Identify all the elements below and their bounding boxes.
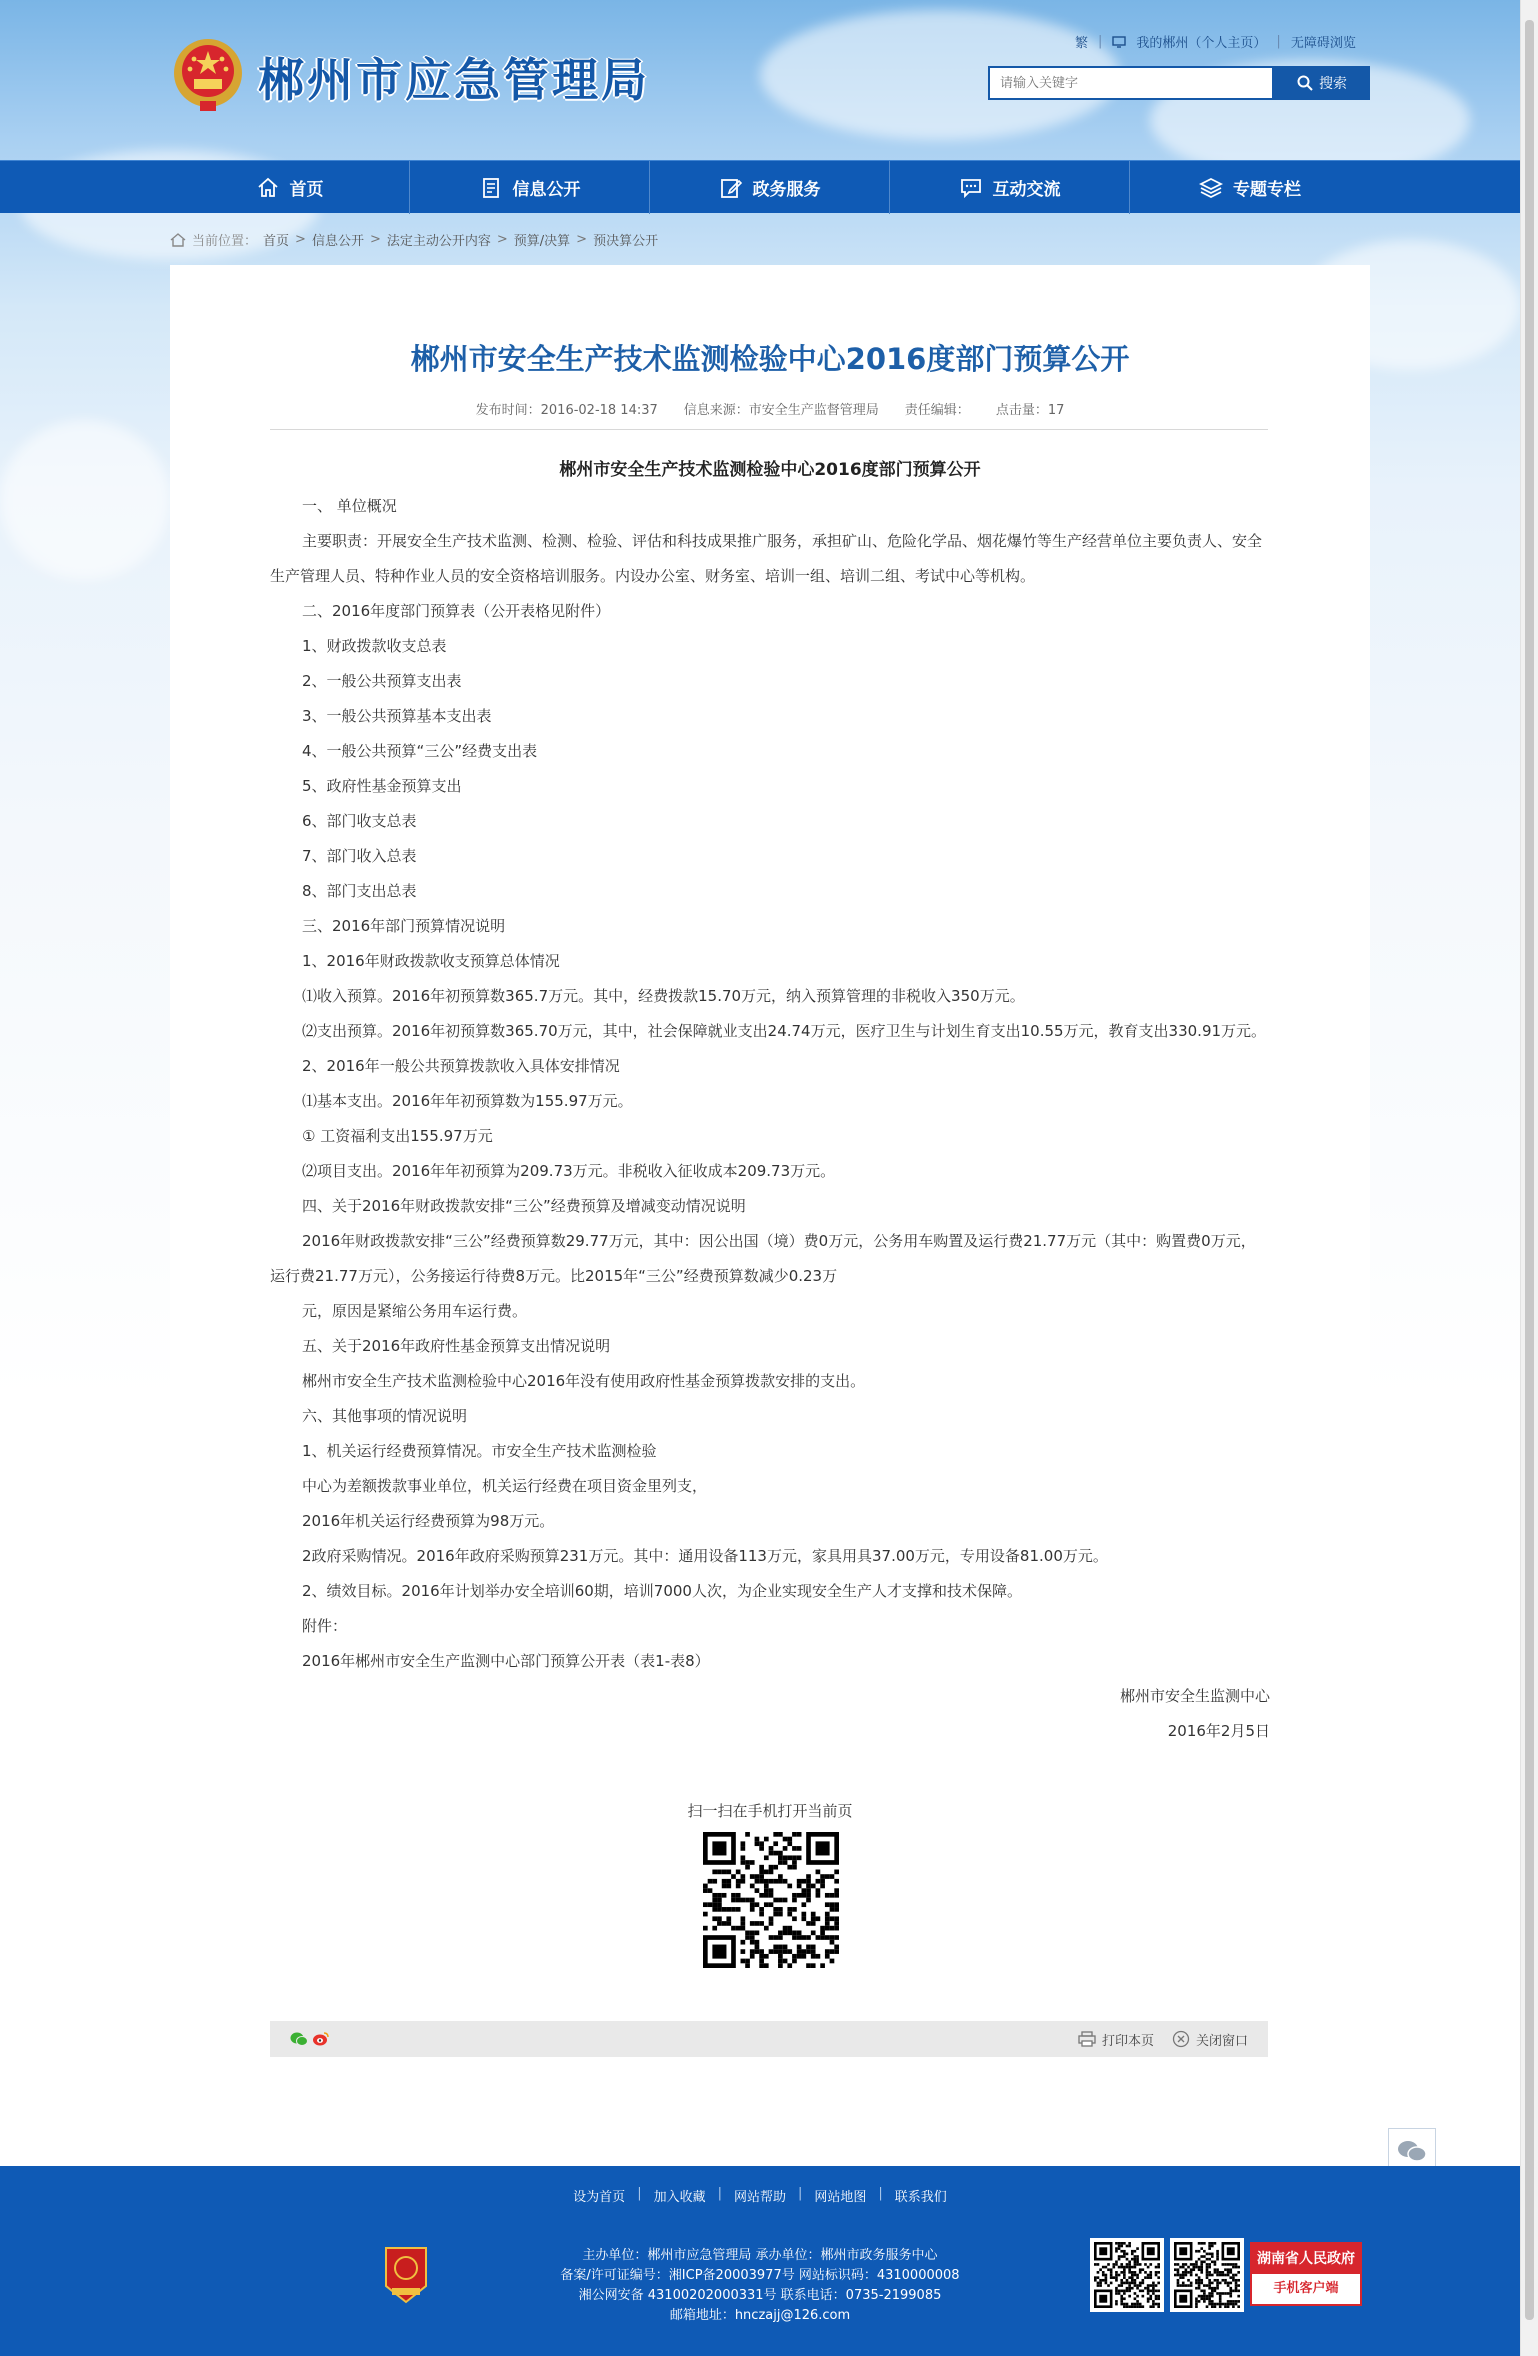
article-paragraph: 中心为差额拨款事业单位，机关运行经费在项目资金里列支， bbox=[302, 1477, 708, 1495]
footer-email: 邮箱地址：hnczajj@126.com bbox=[669, 2308, 851, 2323]
footer-qr-code-icon bbox=[1170, 2238, 1244, 2312]
search-box bbox=[988, 66, 1274, 100]
footer-link-contact[interactable]: 联系我们 bbox=[894, 2190, 947, 2205]
footer-links bbox=[0, 2186, 1520, 2205]
close-label: 关闭窗口 bbox=[1195, 2033, 1248, 2049]
article-paragraph: 5、政府性基金预算支出 bbox=[302, 777, 462, 795]
vertical-scrollbar[interactable] bbox=[1520, 0, 1538, 2356]
nav-item-label: 信息公开 bbox=[512, 180, 581, 200]
article-paragraph: 二、2016年度部门预算表（公开表格见附件） bbox=[302, 602, 611, 620]
article-paragraph: 4、一般公共预算“三公”经费支出表 bbox=[302, 742, 538, 760]
accessibility-link[interactable]: 无障碍浏览 bbox=[1290, 36, 1356, 51]
qr-caption: 扫一扫在手机打开当前页 bbox=[687, 1802, 853, 1820]
article-paragraph: 2、2016年一般公共预算拨款收入具体安排情况 bbox=[302, 1057, 620, 1075]
article-paragraph: ⑵支出预算。2016年初预算数365.70万元，其中，社会保障就业支出24.74万元，医疗卫生与计划生育支出10.55万元，教育支出330.91万元。 bbox=[302, 1022, 1267, 1040]
breadcrumb-item[interactable]: 信息公开 bbox=[311, 234, 364, 249]
publish-date: 发布时间：2016-02-18 14:37 bbox=[475, 403, 658, 418]
footer-qr-code-icon bbox=[1090, 2238, 1164, 2312]
article-meta bbox=[170, 399, 1370, 418]
wechat-icon bbox=[1397, 2138, 1427, 2164]
editor: 责任编辑： bbox=[904, 403, 970, 418]
footer-police-record: 湘公网安备 43100202000331号 联系电话：0735-2199085 bbox=[578, 2288, 942, 2303]
article-paragraph: ⑴收入预算。2016年初预算数365.7万元。其中，经费拨款15.70万元，纳入预算管理的非税收入350万元。 bbox=[302, 987, 1025, 1005]
article-title: 郴州市安全生产技术监测检验中心2016度部门预算公开 bbox=[410, 342, 1130, 376]
divider: | bbox=[637, 2186, 642, 2201]
breadcrumb-separator: > bbox=[369, 232, 381, 247]
nav-item-info-disclosure[interactable] bbox=[410, 161, 650, 214]
article-paragraph: 2016年郴州市安全生产监测中心部门预算公开表（表1-表8） bbox=[302, 1652, 710, 1670]
breadcrumb-prefix: 当前位置： bbox=[192, 234, 258, 249]
article-paragraph: 一、 单位概况 bbox=[302, 497, 397, 515]
article-paragraph: 1、机关运行经费预算情况。市安全生产技术监测检验 bbox=[302, 1442, 657, 1460]
breadcrumb-item[interactable]: 法定主动公开内容 bbox=[386, 234, 491, 249]
info-source: 信息来源：市安全生产监督管理局 bbox=[683, 403, 879, 418]
close-icon bbox=[1172, 2030, 1190, 2048]
close-window-button[interactable] bbox=[1172, 2030, 1248, 2049]
site-header bbox=[0, 0, 1520, 160]
print-label: 打印本页 bbox=[1101, 2033, 1154, 2049]
breadcrumb-separator: > bbox=[576, 232, 588, 247]
search-button-label: 搜索 bbox=[1319, 76, 1347, 92]
monitor-icon bbox=[1112, 36, 1126, 48]
footer-icp: 备案/许可证编号：湘ICP备20003977号 网站标识码：4310000008 bbox=[560, 2268, 960, 2283]
click-count: 点击量：17 bbox=[995, 403, 1065, 418]
article-paragraph: 五、关于2016年政府性基金预算支出情况说明 bbox=[302, 1337, 611, 1355]
article-paragraph: 2016年财政拨款安排“三公”经费预算数29.77万元，其中：因公出国（境）费0万元，公务用车购置及运行费21.77万元（其中：购置费0万元，运行费21.77万元），公务接运行待费8万元。比2015年“三公”经费预算数减少0.23万 bbox=[270, 1232, 1256, 1285]
print-button[interactable] bbox=[1078, 2030, 1154, 2049]
article-paragraph: 附件： bbox=[302, 1617, 348, 1635]
main-nav bbox=[0, 160, 1520, 213]
article-paragraph: 3、一般公共预算基本支出表 bbox=[302, 707, 492, 725]
app-title: 湖南省人民政府 bbox=[1252, 2244, 1360, 2274]
nav-item-label: 互动交流 bbox=[992, 180, 1061, 200]
sign-date: 2016年2月5日 bbox=[1167, 1722, 1270, 1740]
article-paragraph: 三、2016年部门预算情况说明 bbox=[302, 917, 506, 935]
footer-link-favorite[interactable]: 加入收藏 bbox=[653, 2190, 706, 2205]
article-paragraph: 2、一般公共预算支出表 bbox=[302, 672, 462, 690]
article-paragraph: 2016年机关运行经费预算为98万元。 bbox=[302, 1512, 555, 1530]
wechat-icon[interactable] bbox=[290, 2031, 308, 2047]
footer-link-help[interactable]: 网站帮助 bbox=[733, 2190, 786, 2205]
article-paragraph: 1、2016年财政拨款收支预算总体情况 bbox=[302, 952, 560, 970]
nav-item-interaction[interactable] bbox=[890, 161, 1130, 214]
gov-app-link[interactable] bbox=[1250, 2242, 1362, 2306]
national-emblem-icon bbox=[170, 35, 246, 115]
article-paragraph: ⑴基本支出。2016年年初预算数为155.97万元。 bbox=[302, 1092, 633, 1110]
divider: | bbox=[1276, 34, 1281, 49]
share-actions bbox=[1078, 2030, 1248, 2049]
top-links bbox=[1075, 32, 1356, 51]
site-footer bbox=[0, 2166, 1520, 2356]
share-bar bbox=[270, 2021, 1268, 2057]
breadcrumb-item[interactable]: 预决算公开 bbox=[593, 234, 659, 249]
article-paragraph: 2政府采购情况。2016年政府采购预算231万元。其中：通用设备113万元，家具用具37.00万元，专用设备81.00万元。 bbox=[302, 1547, 1108, 1565]
nav-item-gov-service[interactable] bbox=[650, 161, 890, 214]
nav-item-label: 专题专栏 bbox=[1233, 180, 1301, 200]
divider: | bbox=[717, 2186, 722, 2201]
divider: | bbox=[798, 2186, 803, 2201]
signature: 郴州市安全生监测中心 bbox=[1119, 1687, 1270, 1705]
footer-link-sitemap[interactable]: 网站地图 bbox=[814, 2190, 867, 2205]
weibo-icon[interactable] bbox=[312, 2031, 330, 2047]
article-paragraph: 六、其他事项的情况说明 bbox=[302, 1407, 468, 1425]
printer-icon bbox=[1078, 2031, 1096, 2047]
paragraph-list bbox=[270, 489, 1270, 1679]
nav-item-home[interactable] bbox=[170, 161, 410, 214]
home-icon bbox=[170, 233, 186, 247]
search-input[interactable] bbox=[990, 68, 1272, 98]
layers-icon bbox=[1199, 176, 1223, 200]
article-paragraph: ⑵项目支出。2016年年初预算为209.73万元。非税收入征收成本209.73万元。 bbox=[302, 1162, 836, 1180]
breadcrumb-separator: > bbox=[295, 232, 306, 247]
home-icon bbox=[256, 176, 280, 200]
divider bbox=[270, 429, 1268, 430]
divider: | bbox=[878, 2186, 883, 2201]
nav-item-label: 政务服务 bbox=[752, 180, 821, 200]
document-icon bbox=[479, 176, 503, 200]
cloud-decoration bbox=[0, 420, 170, 580]
app-subtitle: 手机客户端 bbox=[1273, 2281, 1339, 2296]
chat-icon bbox=[959, 176, 983, 200]
divider: | bbox=[1098, 34, 1103, 49]
article-paragraph: 1、财政拨款收支总表 bbox=[302, 637, 447, 655]
article-card bbox=[170, 265, 1370, 2165]
breadcrumb-separator: > bbox=[496, 232, 508, 247]
site-title: 郴州市应急管理局 bbox=[258, 53, 650, 107]
my-chenzhou-link[interactable]: 我的郴州（个人主页） bbox=[1136, 36, 1267, 51]
article-body bbox=[270, 451, 1270, 1749]
search-icon bbox=[1297, 75, 1313, 91]
article-paragraph: 主要职责：开展安全生产技术监测、检测、检验、评估和科技成果推广服务，承担矿山、危险化学品、烟花爆竹等生产经营单位主要负责人、安全生产管理人员、特种作业人员的安全资格培训服务。内设办公室、财务室、培训一组、培训二组、考试中心等机构。 bbox=[270, 532, 1263, 585]
traditional-chinese-link[interactable]: 繁 bbox=[1075, 36, 1089, 51]
article-paragraph: 四、关于2016年财政拨款安排“三公”经费预算及增减变动情况说明 bbox=[302, 1197, 746, 1215]
qr-code-icon bbox=[703, 1832, 839, 1968]
edit-icon bbox=[719, 176, 743, 200]
breadcrumb bbox=[170, 230, 658, 249]
footer-link-set-homepage[interactable]: 设为首页 bbox=[573, 2190, 626, 2205]
breadcrumb-item[interactable]: 预算/决算 bbox=[513, 234, 571, 249]
article-paragraph: 8、部门支出总表 bbox=[302, 882, 417, 900]
footer-sponsor: 主办单位：郴州市应急管理局 承办单位：郴州市政务服务中心 bbox=[582, 2248, 938, 2263]
article-paragraph: 元，原因是紧缩公务用车运行费。 bbox=[302, 1302, 528, 1320]
article-paragraph: 2、绩效目标。2016年计划举办安全培训60期，培训7000人次，为企业实现安全生产人才支撑和技术保障。 bbox=[302, 1582, 1022, 1600]
article-paragraph: 郴州市安全生产技术监测检验中心2016年没有使用政府性基金预算拨款安排的支出。 bbox=[302, 1372, 866, 1390]
breadcrumb-item[interactable]: 首页 bbox=[263, 234, 290, 249]
article-paragraph: 7、部门收入总表 bbox=[302, 847, 417, 865]
nav-item-label: 首页 bbox=[289, 180, 324, 200]
article-paragraph: 6、部门收支总表 bbox=[302, 812, 417, 830]
scrollbar-thumb[interactable] bbox=[1525, 20, 1534, 2320]
share-icons bbox=[290, 2031, 330, 2047]
article-paragraph: ① 工资福利支出155.97万元 bbox=[302, 1127, 493, 1145]
search-button[interactable] bbox=[1274, 66, 1370, 100]
article-subtitle: 郴州市安全生产技术监测检验中心2016度部门预算公开 bbox=[559, 460, 981, 480]
nav-item-special-topics[interactable] bbox=[1130, 161, 1370, 214]
